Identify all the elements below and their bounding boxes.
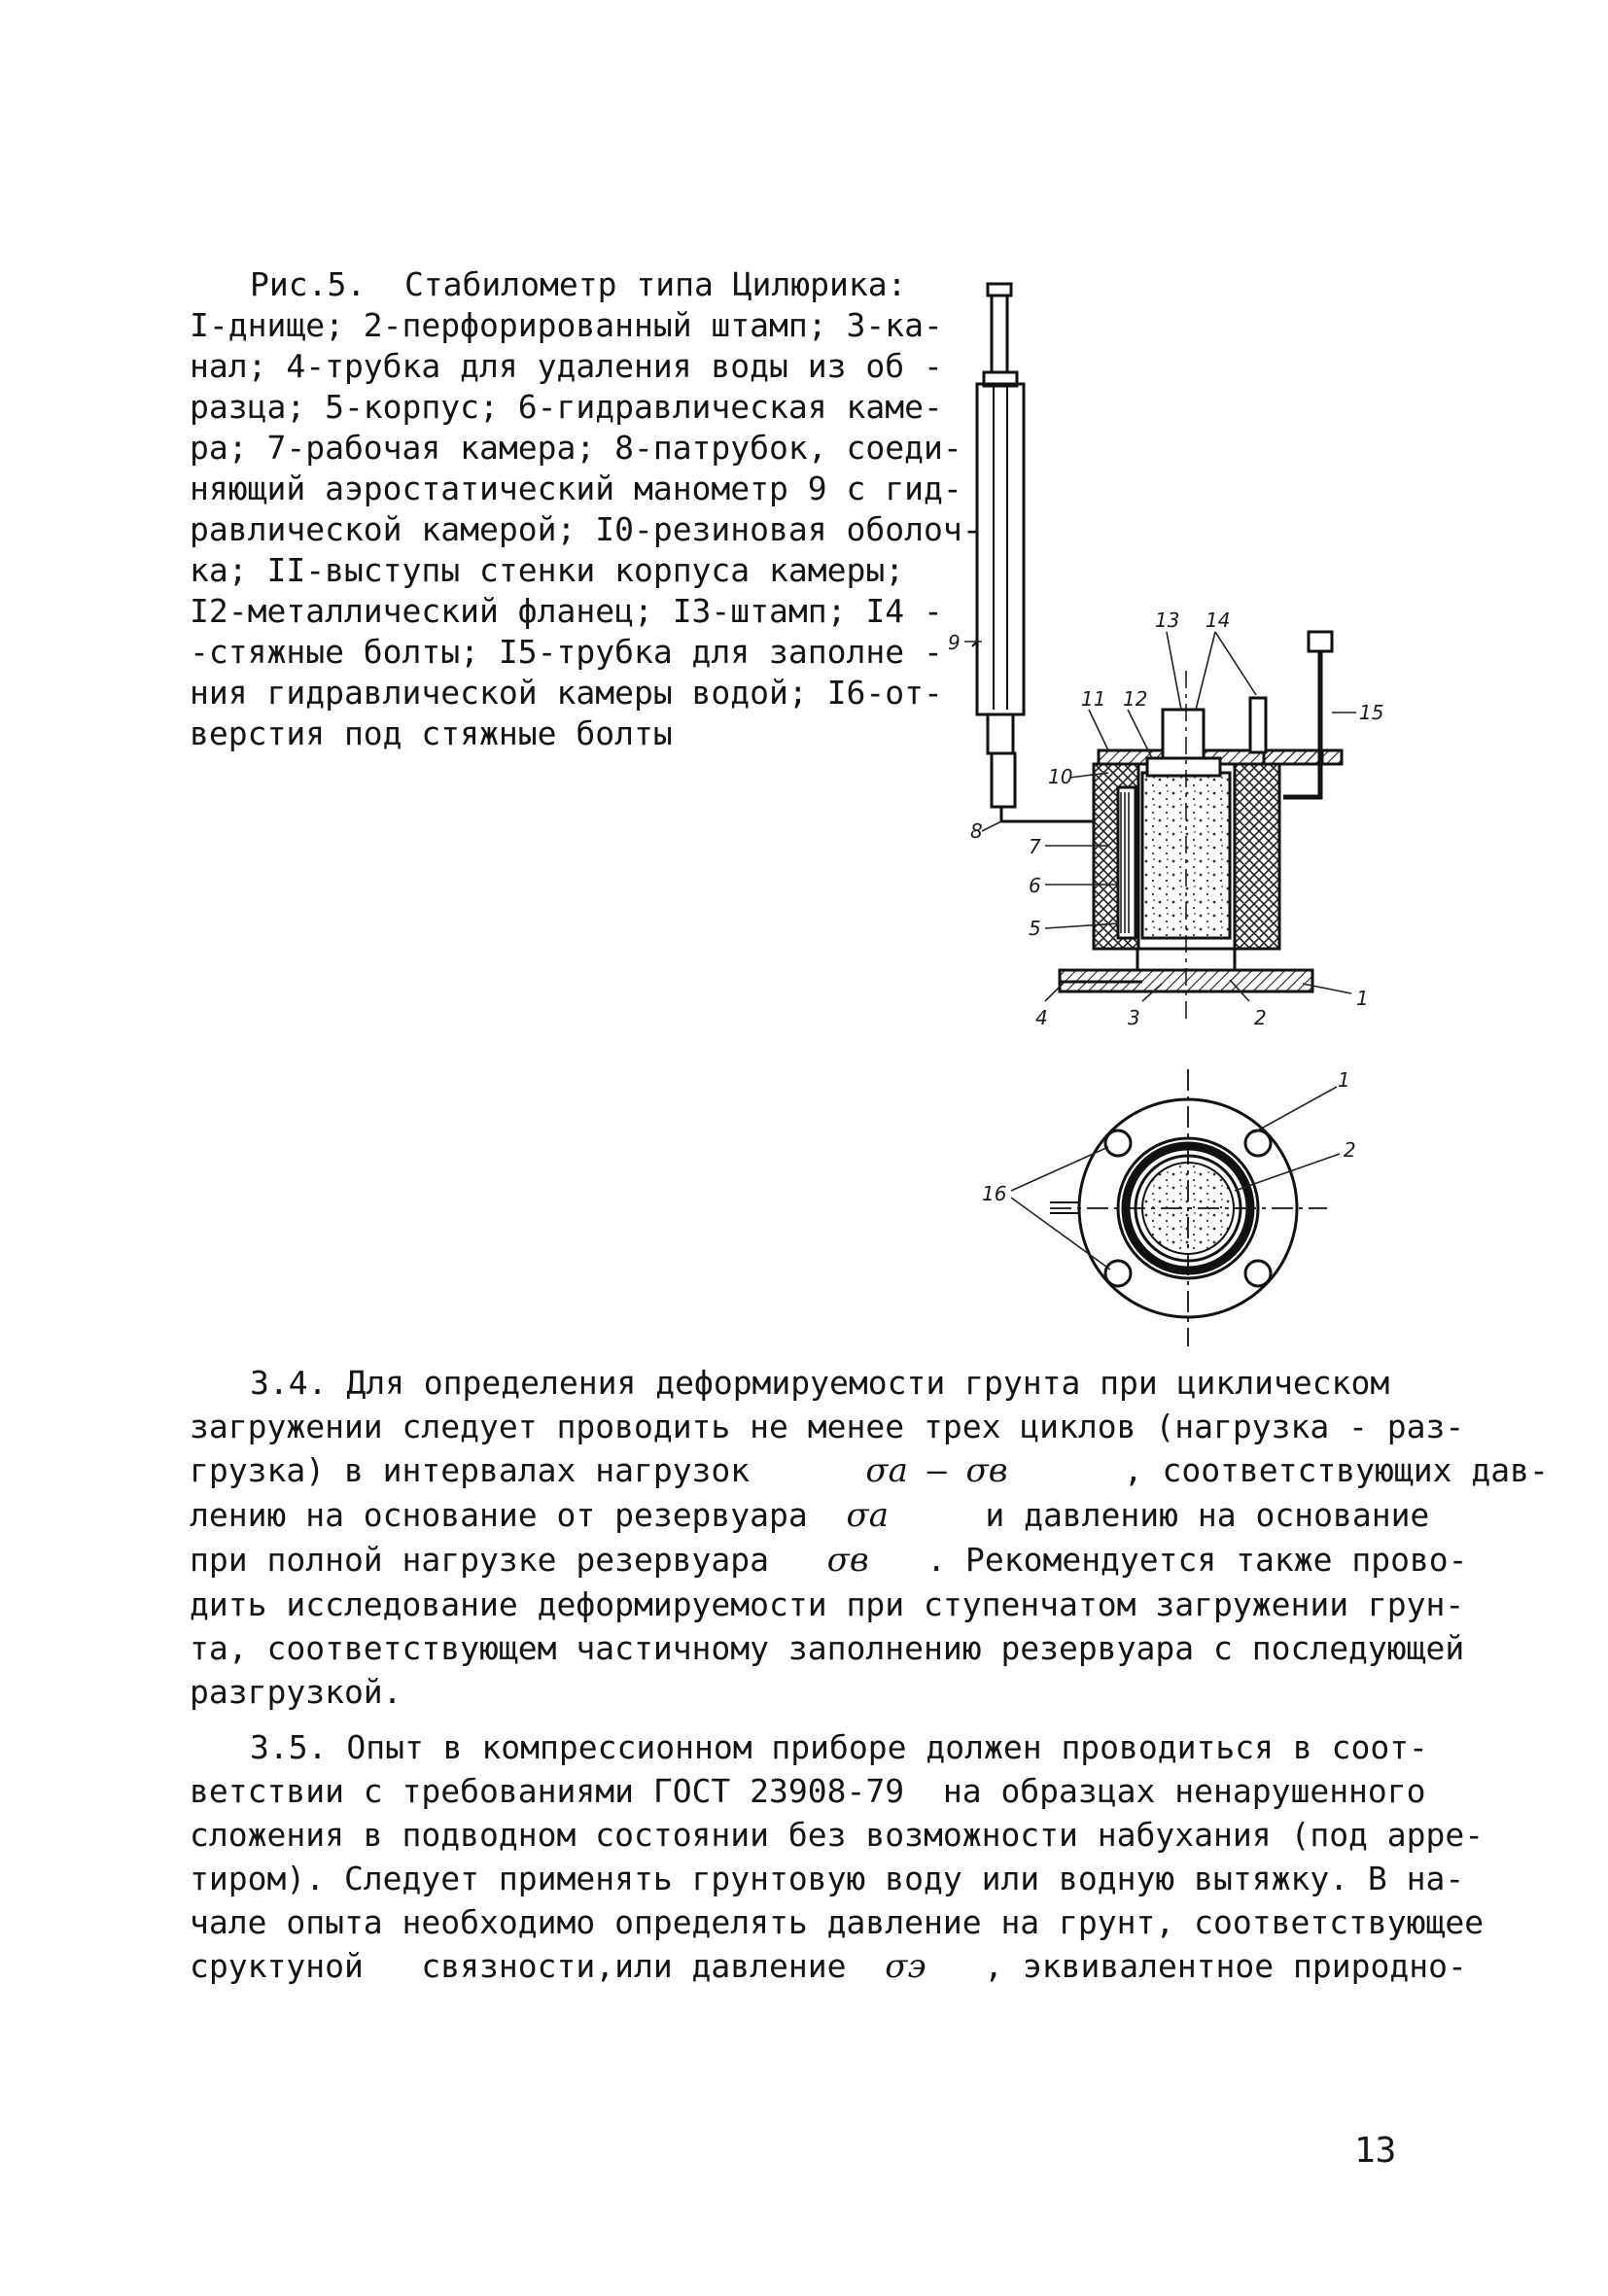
sigma-v-symbol: σв bbox=[965, 1451, 1008, 1490]
label-14: 14 bbox=[1206, 609, 1231, 632]
label-4: 4 bbox=[1035, 1006, 1048, 1029]
caption-line: Рис.5. Стабилометр типа Цилюрика: bbox=[250, 265, 907, 303]
plan-label-1: 1 bbox=[1338, 1068, 1350, 1092]
caption-line: равлической камерой; I0-резиновая оболоч- bbox=[190, 510, 982, 548]
text-line bbox=[190, 1538, 1468, 1583]
text-fragment: грузка) в интервалах нагрузок bbox=[190, 1451, 751, 1489]
label-10: 10 bbox=[1048, 765, 1073, 788]
label-15: 15 bbox=[1359, 701, 1384, 724]
caption-line: -стяжные болты; I5-трубка для заполне - bbox=[190, 633, 943, 671]
label-1: 1 bbox=[1356, 987, 1369, 1010]
text-line: разгрузкой. bbox=[190, 1673, 402, 1711]
text-line: та, соответствующем частичному заполнению резервуара с последующей bbox=[190, 1629, 1465, 1667]
label-6: 6 bbox=[1029, 874, 1041, 897]
caption-line: I2-металлический фланец; I3-штамп; I4 - bbox=[190, 592, 943, 630]
text-fragment: , соответствующих дав- bbox=[1123, 1451, 1549, 1489]
label-12: 12 bbox=[1123, 687, 1148, 711]
text-line: сложения в подводном состоянии без возможности набухания (под арре- bbox=[190, 1816, 1485, 1854]
text-fragment: , эквивалентное природно- bbox=[984, 1947, 1467, 1985]
sigma-v-symbol: σв bbox=[826, 1541, 869, 1580]
sigma-a-symbol: σa bbox=[865, 1451, 908, 1490]
sigma-a-symbol: σa bbox=[846, 1496, 889, 1535]
caption-line: ния гидравлической камеры водой; I6-от- bbox=[190, 674, 943, 712]
sigma-e-symbol: σэ bbox=[885, 1947, 926, 1986]
text-line: загружении следует проводить не менее трех циклов (нагрузка - раз- bbox=[190, 1408, 1465, 1445]
caption-line: I-днище; 2-перфорированный штамп; 3-ка- bbox=[190, 306, 943, 344]
text-fragment: сруктуной связности,или давление bbox=[190, 1947, 847, 1985]
text-fragment: лению на основание от резервуара bbox=[190, 1496, 808, 1534]
text-line: тиром). Следует применять грунтовую воду или водную вытяжку. В на- bbox=[190, 1860, 1465, 1897]
label-3: 3 bbox=[1128, 1006, 1140, 1029]
text-line bbox=[190, 1493, 1434, 1538]
label-5: 5 bbox=[1029, 917, 1041, 940]
caption-line: верстия под стяжные болты bbox=[190, 714, 673, 752]
dash: – bbox=[926, 1451, 947, 1489]
text-line: чале опыта необходимо определять давление на грунт, соответствующее bbox=[190, 1903, 1485, 1941]
caption-line: няющий аэростатический манометр 9 с гид- bbox=[190, 470, 962, 507]
text-fragment: при полной нагрузке резервуара bbox=[190, 1541, 770, 1579]
text-fragment: . Рекомендуется также прово- bbox=[926, 1541, 1468, 1579]
caption-line: ра; 7-рабочая камера; 8-патрубок, соеди- bbox=[190, 429, 962, 467]
figure-caption bbox=[190, 264, 982, 754]
caption-line: разца; 5-корпус; 6-гидравлическая каме- bbox=[190, 388, 943, 426]
text-line: 3.4. Для определения деформируемости грунта при циклическом bbox=[250, 1364, 1390, 1402]
text-line: ветствии с требованиями ГОСТ 23908-79 на образцах ненарушенного bbox=[190, 1772, 1426, 1810]
caption-line: нал; 4-трубка для удаления воды из об - bbox=[190, 347, 943, 385]
text-line bbox=[190, 1448, 1549, 1493]
page-number: 13 bbox=[1354, 2131, 1397, 2171]
label-8: 8 bbox=[970, 819, 983, 843]
label-2: 2 bbox=[1254, 1006, 1267, 1029]
stabilometer-plan-drawing bbox=[972, 1064, 1381, 1356]
plan-label-2: 2 bbox=[1344, 1138, 1356, 1162]
paragraph-3-5 bbox=[190, 1725, 1485, 1989]
label-13: 13 bbox=[1155, 609, 1180, 632]
manometer bbox=[972, 284, 1094, 821]
caption-line: ка; II-выступы стенки корпуса камеры; bbox=[190, 551, 905, 589]
plan-label-16: 16 bbox=[982, 1182, 1007, 1205]
label-11: 11 bbox=[1081, 687, 1106, 711]
stabilometer-section-drawing bbox=[933, 272, 1384, 1030]
text-line bbox=[190, 1944, 1467, 1989]
text-line: 3.5. Опыт в компрессионном приборе должен проводиться в соот- bbox=[250, 1728, 1428, 1766]
text-line: дить исследование деформируемости при ступенчатом загружении грун- bbox=[190, 1585, 1465, 1623]
label-7: 7 bbox=[1029, 835, 1041, 858]
paragraph-3-4 bbox=[190, 1361, 1549, 1714]
label-9: 9 bbox=[948, 631, 961, 654]
text-fragment: и давлению на основание bbox=[985, 1496, 1430, 1534]
